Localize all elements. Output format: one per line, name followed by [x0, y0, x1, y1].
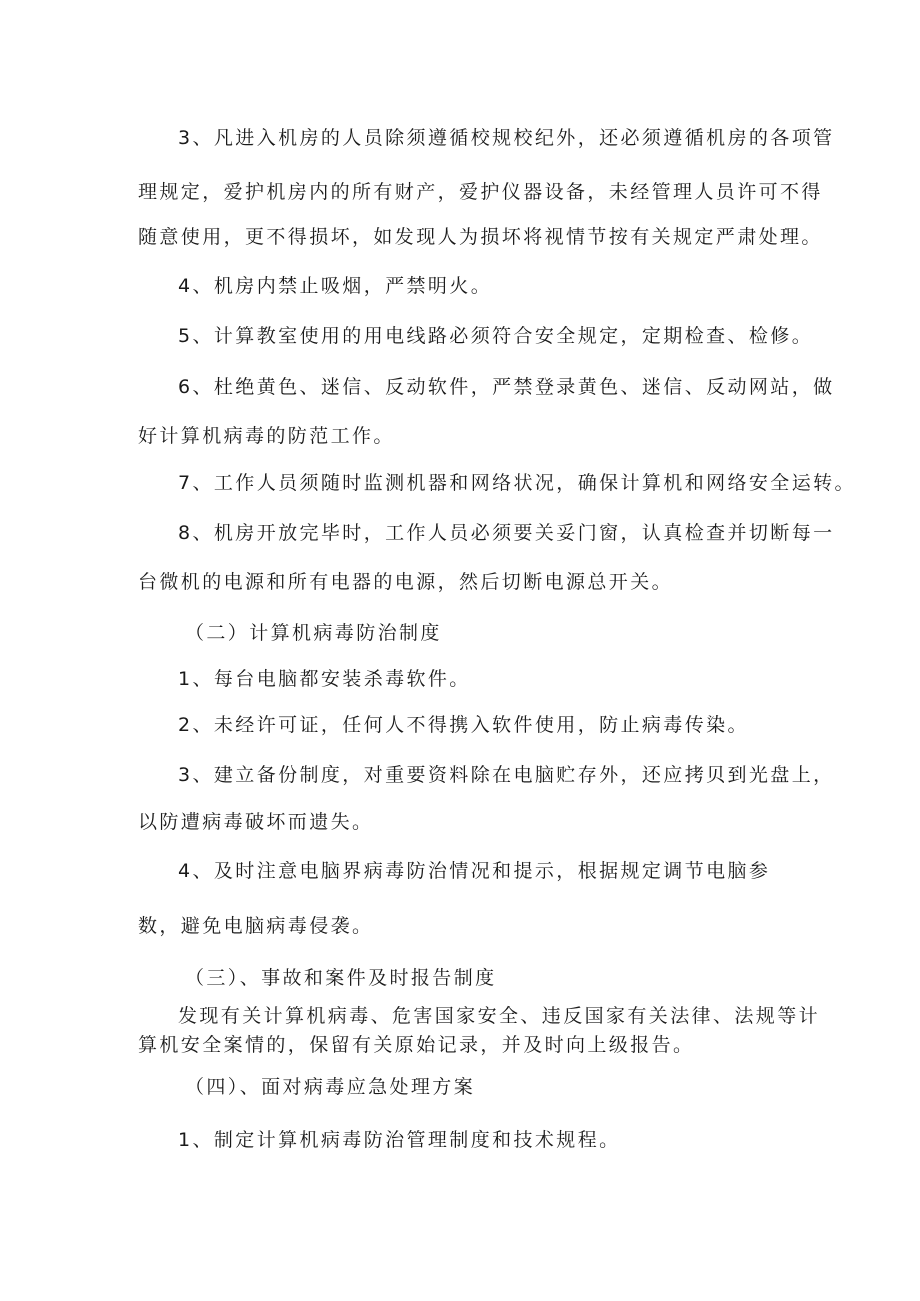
section-heading-2: （二）计算机病毒防治制度	[185, 622, 442, 644]
para-emergency-1: 1、制定计算机病毒防治管理制度和技术规程。	[178, 1129, 621, 1151]
para-virus-2: 2、未经许可证，任何人不得携入软件使用，防止病毒传染。	[178, 714, 749, 736]
para-virus-3-line-1: 3、建立备份制度，对重要资料除在电脑贮存外，还应拷贝到光盘上，	[178, 764, 835, 786]
para-report-line-1: 发现有关计算机病毒、危害国家安全、违反国家有关法律、法规等计	[178, 1005, 821, 1027]
para-rule-3-line-3: 随意使用，更不得损坏，如发现人为损坏将视情节按有关规定严肃处理。	[138, 226, 823, 248]
para-rule-3-line-2: 理规定，爱护机房内的所有财产，爱护仪器设备，未经管理人员许可不得	[138, 181, 823, 203]
para-rule-7: 7、工作人员须随时监测机器和网络状况，确保计算机和网络安全运转。	[178, 472, 856, 494]
para-virus-4-line-2: 数，避免电脑病毒侵袭。	[138, 915, 374, 937]
para-rule-6-line-2: 好计算机病毒的防范工作。	[138, 425, 395, 447]
para-virus-3-line-2: 以防遭病毒破坏而遗失。	[138, 811, 374, 833]
para-rule-5: 5、计算教室使用的用电线路必须符合安全规定，定期检查、检修。	[178, 325, 814, 347]
para-virus-4-line-1: 4、及时注意电脑界病毒防治情况和提示，根据规定调节电脑参	[178, 860, 771, 882]
para-virus-1: 1、每台电脑都安装杀毒软件。	[178, 668, 471, 690]
para-report-line-2: 算机安全案情的，保留有关原始记录，并及时向上级报告。	[138, 1034, 695, 1056]
para-rule-6-line-1: 6、杜绝黄色、迷信、反动软件，严禁登录黄色、迷信、反动网站，做	[178, 376, 835, 398]
para-rule-4: 4、机房内禁止吸烟，严禁明火。	[178, 275, 493, 297]
para-rule-8-line-2: 台微机的电源和所有电器的电源，然后切断电源总开关。	[138, 571, 674, 593]
section-heading-3: （三）、事故和案件及时报告制度	[185, 967, 497, 989]
para-rule-8-line-1: 8、机房开放完毕时，工作人员必须要关妥门窗，认真检查并切断每一	[178, 522, 835, 544]
para-rule-3-line-1: 3、凡进入机房的人员除须遵循校规校纪外，还必须遵循机房的各项管	[178, 127, 835, 149]
section-heading-4: （四）、面对病毒应急处理方案	[185, 1076, 476, 1098]
